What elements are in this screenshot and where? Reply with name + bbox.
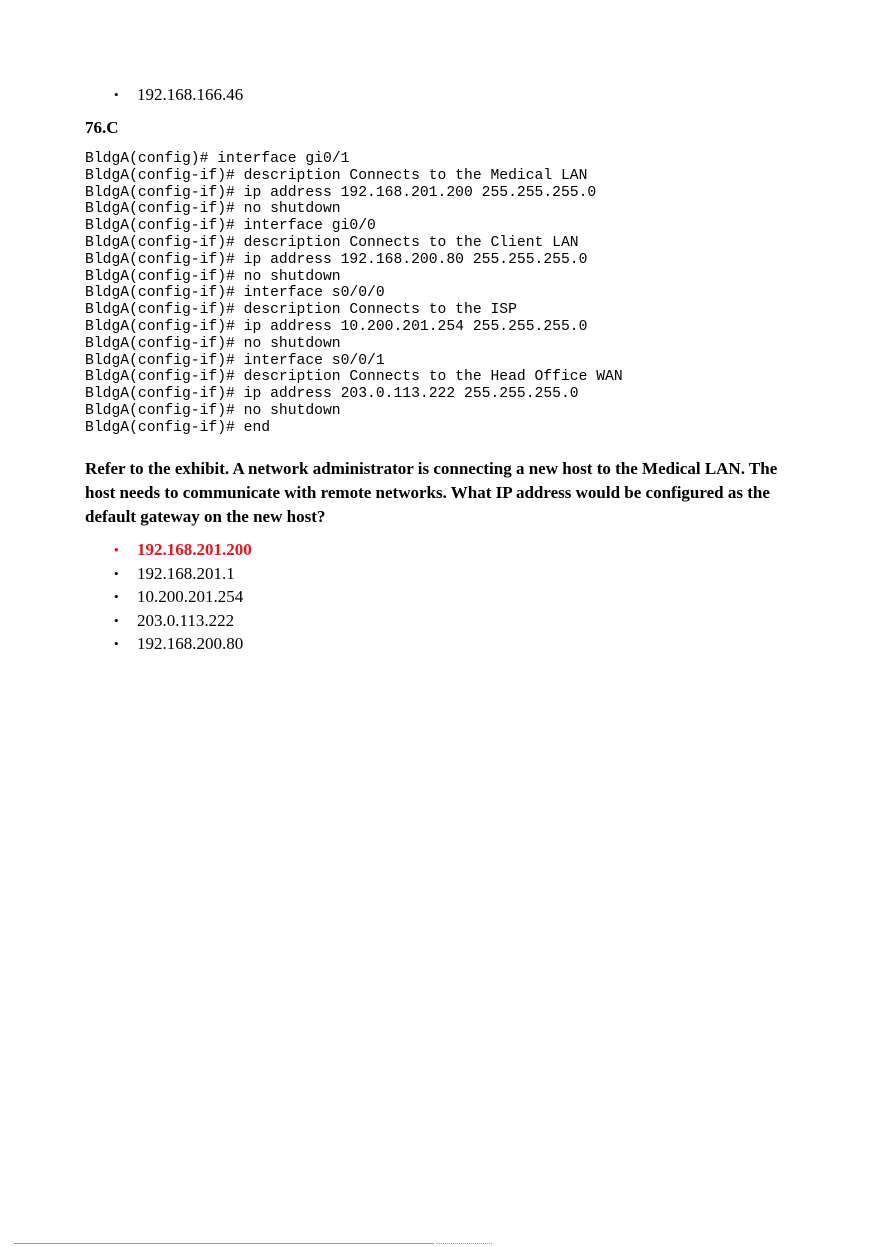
cli-line: BldgA(config-if)# description Connects to the Client LAN: [85, 234, 579, 251]
bullet-icon: •: [114, 612, 119, 628]
cli-line: BldgA(config-if)# description Connects to the Medical LAN: [85, 167, 588, 184]
footer-rule-dotted: [436, 1243, 492, 1244]
answer-list: [114, 538, 252, 656]
cli-line: BldgA(config-if)# ip address 192.168.201.200 255.255.255.0: [85, 184, 597, 201]
answer-option: [114, 83, 243, 107]
answer-text: 192.168.201.1: [137, 563, 235, 583]
cli-line: BldgA(config-if)# description Connects to the ISP: [85, 302, 517, 319]
bullet-icon: •: [114, 87, 119, 102]
cli-line: BldgA(config-if)# interface gi0/0: [85, 218, 376, 235]
answer-option: [114, 632, 252, 656]
cli-line: BldgA(config-if)# no shutdown: [85, 335, 341, 352]
bullet-icon: •: [114, 542, 119, 557]
cli-line: BldgA(config-if)# interface s0/0/1: [85, 352, 385, 369]
cli-line: BldgA(config-if)# ip address 192.168.200.80 255.255.255.0: [85, 251, 588, 268]
cli-line: BldgA(config-if)# interface s0/0/0: [85, 285, 385, 302]
cli-line: BldgA(config-if)# no shutdown: [85, 201, 341, 218]
cli-line: BldgA(config)# interface gi0/1: [85, 151, 350, 167]
question-text: Refer to the exhibit. A network administrator is connecting a new host to the Medical LAN. The host needs to communicate with remote networks. What IP address would be configured as the default gateway on the new host?: [85, 459, 778, 526]
cli-line: BldgA(config-if)# ip address 10.200.201.254 255.255.255.0: [85, 318, 588, 335]
answer-text: 203.0.113.222: [137, 610, 235, 630]
question-number: 76.C: [85, 118, 119, 137]
answer-text: 192.168.166.46: [137, 85, 244, 104]
answer-option: [114, 538, 252, 562]
bullet-icon: •: [114, 565, 119, 581]
cli-exhibit: [85, 151, 623, 437]
footer-rule: [14, 1243, 434, 1244]
answer-option: [114, 562, 252, 586]
answer-option: [114, 585, 252, 609]
cli-line: BldgA(config-if)# description Connects to the Head Office WAN: [85, 369, 623, 386]
previous-answer-list: [114, 83, 243, 107]
answer-text: 192.168.200.80: [137, 634, 244, 653]
answer-text: 192.168.201.200: [137, 540, 252, 559]
answer-option: [114, 609, 252, 633]
answer-text: 10.200.201.254: [137, 587, 244, 606]
cli-line: BldgA(config-if)# ip address 203.0.113.222 255.255.255.0: [85, 386, 579, 403]
bullet-icon: •: [114, 636, 119, 651]
cli-line: BldgA(config-if)# end: [85, 419, 271, 436]
cli-line: BldgA(config-if)# no shutdown: [85, 402, 341, 419]
cli-line: BldgA(config-if)# no shutdown: [85, 268, 341, 285]
bullet-icon: •: [114, 589, 119, 604]
